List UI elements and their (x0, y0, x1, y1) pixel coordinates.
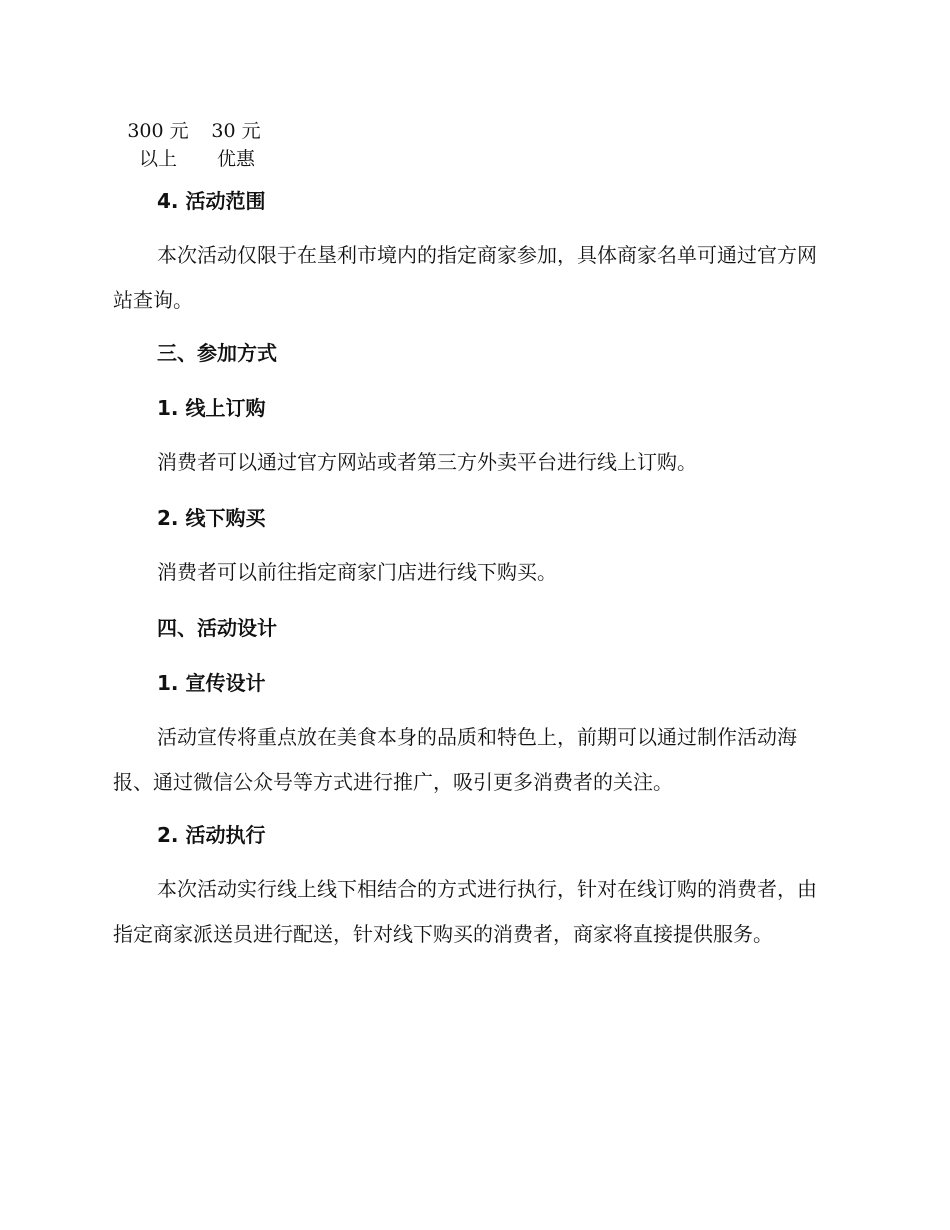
table-cell-line: 30 元 (211, 120, 261, 142)
heading-offline-purchase: 2. 线下购买 (157, 506, 266, 530)
paragraph-online-ordering: 消费者可以通过官方网站或者第三方外卖平台进行线上订购。 (157, 450, 697, 474)
table-cell-discount (196, 117, 276, 173)
table-cell-line: 300 元 (127, 120, 189, 142)
paragraph-promotion-design: 活动宣传将重点放在美食本身的品质和特色上，前期可以通过制作活动海报、通过微信公众号等方式进行推广，吸引更多消费者的关注。 (113, 725, 797, 794)
heading-online-ordering: 1. 线上订购 (157, 396, 266, 420)
paragraph-activity-scope: 本次活动仅限于在垦利市境内的指定商家参加，具体商家名单可通过官方网站查询。 (113, 243, 817, 312)
table-cell-line: 以上 (138, 148, 177, 170)
heading-activity-execution: 2. 活动执行 (157, 823, 266, 847)
heading-activity-design: 四、活动设计 (157, 616, 277, 640)
paragraph-offline-purchase: 消费者可以前往指定商家门店进行线下购买。 (157, 560, 557, 584)
heading-promotion-design: 1. 宣传设计 (157, 671, 266, 695)
table-cell-threshold (118, 117, 198, 173)
table-cell-line: 优惠 (216, 148, 255, 170)
paragraph-activity-execution: 本次活动实行线上线下相结合的方式进行执行，针对在线订购的消费者，由指定商家派送员进行配送，针对线下购买的消费者，商家将直接提供服务。 (113, 877, 817, 946)
heading-participation-method: 三、参加方式 (157, 341, 277, 365)
heading-activity-scope: 4. 活动范围 (157, 189, 266, 213)
